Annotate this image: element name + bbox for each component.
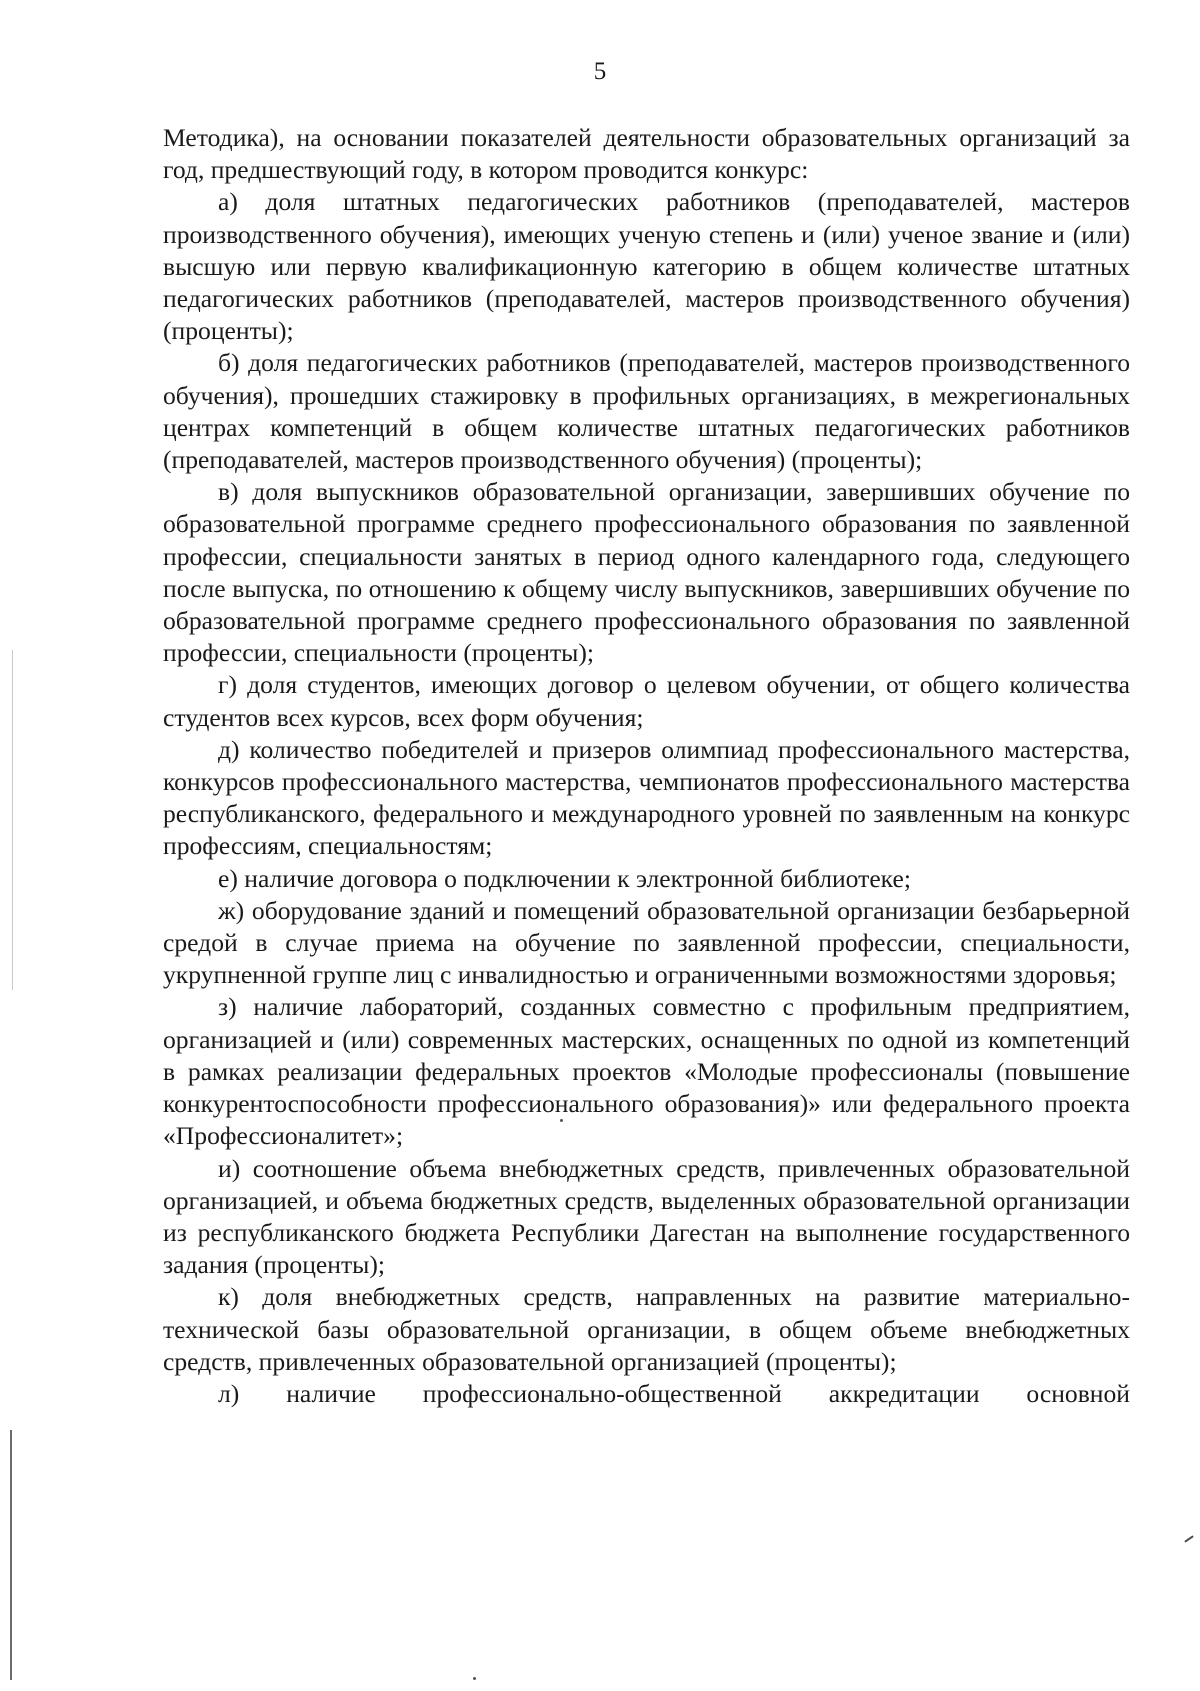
paragraph-item-zh: ж) оборудование зданий и помещений образовательной организации безбарьерной средой в случае приема на обучение по заявленной профессии, специальности, укрупненной группе лиц с инвалидностью и ограниченными возможностями здоровья; [163, 895, 1130, 990]
scan-mark-tick [1184, 1535, 1193, 1542]
paragraph-item-z: з) наличие лабораторий, созданных совместно с профильным предприятием, организацией и (или) современных мастерских, оснащенных по одной из компетенций в рамках реализации федеральных проектов «Молодые профессионалы (повышение конкурентоспособности профессионального образования)» или федерального проекта «Профессионалитет»; [163, 992, 1130, 1151]
paragraph-item-b: б) доля педагогических работников (преподавателей, мастеров производственного обучения), прошедших стажировку в профильных организациях, в межрегиональных центрах компетенций в общем количестве штатных педагогических работников (преподавателей, мастеров производственного обучения) (проценты); [163, 348, 1130, 475]
paragraph-item-i: и) соотношение объема внебюджетных средств, привлеченных образовательной организацией, и объема бюджетных средств, выделенных образовательной организации из республиканского бюджета Республики Дагестан на выполнение государственного задания (проценты); [163, 1153, 1130, 1280]
document-body [163, 122, 1130, 1410]
paragraph-item-k: к) доля внебюджетных средств, направленных на развитие материально-технической базы образовательной организации, в общем объеме внебюджетных средств, привлеченных образовательной организацией (проценты); [163, 1282, 1130, 1376]
scan-edge-line-lower [10, 1430, 12, 1680]
paragraph-item-v: в) доля выпускников образовательной организации, завершивших обучение по образовательной программе среднего профессионального образования по заявленной профессии, специальности занятых в период одного календарного года, следующего после выпуска, по отношению к общему числу выпускников, завершивших обучение по образовательной программе среднего профессионального образования по заявленной профессии, специальности (проценты); [163, 477, 1130, 668]
paragraph-item-d: д) количество победителей и призеров олимпиад профессионального мастерства, конкурсов профессионального мастерства, чемпионатов профессионального мастерства республиканского, федерального и международного уровней по заявленным на конкурс профессиям, специальностям; [163, 734, 1130, 861]
scan-edge-line [12, 650, 13, 990]
scan-speck [560, 1119, 563, 1122]
paragraph-item-e: е) наличие договора о подключении к электронной библиотеке; [218, 863, 911, 893]
page-number: 5 [593, 58, 607, 85]
paragraph-intro: Методика), на основании показателей деятельности образовательных организаций за год, предшествующий году, в котором проводится конкурс: [163, 123, 1130, 185]
paragraph-item-g: г) доля студентов, имеющих договор о целевом обучении, от общего количества студентов всех курсов, всех форм обучения; [163, 670, 1130, 732]
scan-speck [473, 1677, 476, 1680]
paragraph-item-a: а) доля штатных педагогических работников (преподавателей, мастеров производственного обучения), имеющих ученую степень и (или) ученое звание и (или) высшую или первую квалификационную категорию в общем количестве штатных педагогических работников (преподавателей, мастеров производственного обучения) (проценты); [163, 187, 1130, 346]
paragraph-item-l: л) наличие профессионально-общественной аккредитации основной [218, 1378, 1130, 1408]
